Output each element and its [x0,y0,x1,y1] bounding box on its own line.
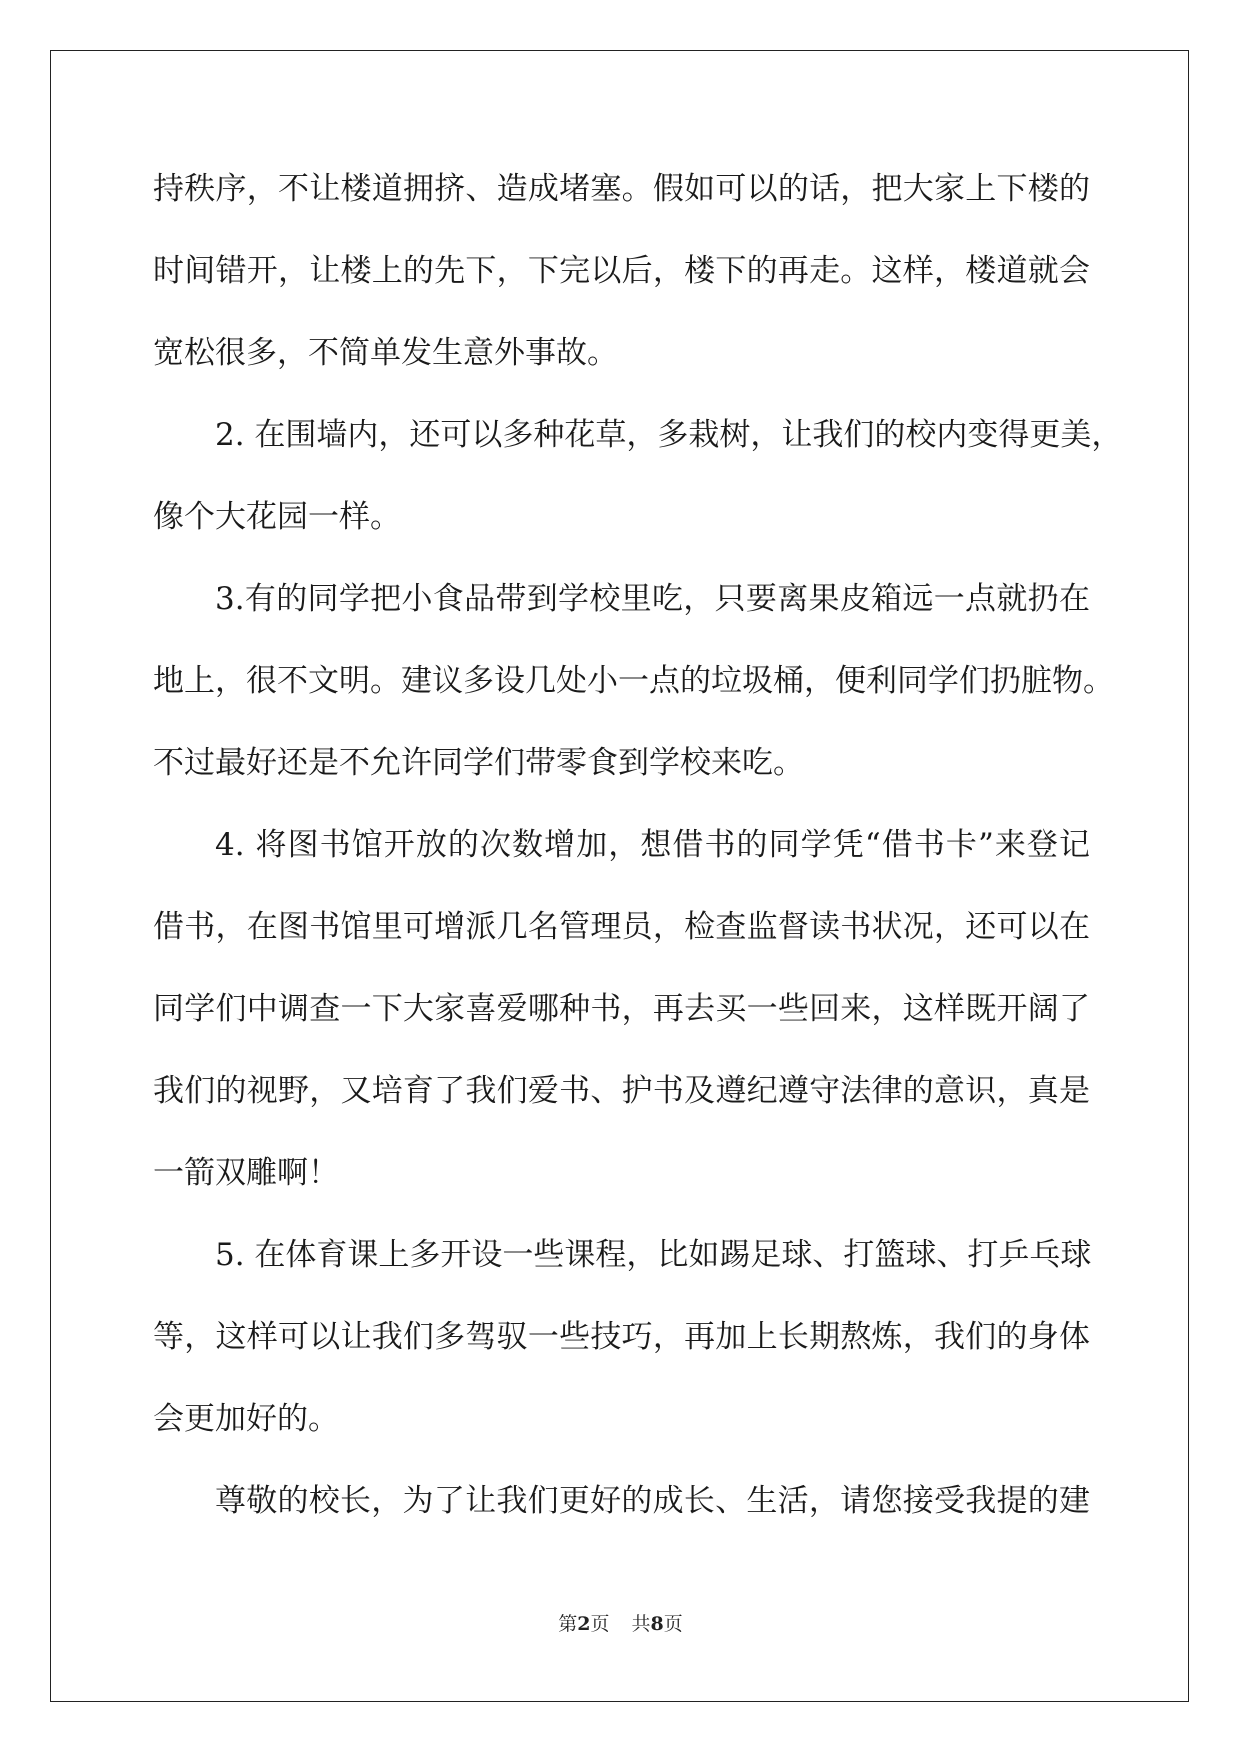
text-line: 4. 将图书馆开放的次数增加，想借书的同学凭“借书卡”来登记 [215,827,1090,863]
text-line: 时间错开，让楼上的先下，下完以后，楼下的再走。这样，楼道就会 [153,253,1090,289]
page-footer [0,1609,1241,1636]
text-line: 一箭双雕啊！ [153,1155,339,1191]
total-prefix: 共 [631,1613,651,1635]
text-line: 像个大花园一样。 [153,499,401,535]
text-line: 借书，在图书馆里可增派几名管理员，检查监督读书状况，还可以在 [153,909,1090,945]
text-line: 我们的视野，又培育了我们爱书、护书及遵纪遵守法律的意识，真是 [153,1073,1090,1109]
text-line: 会更加好的。 [153,1401,339,1437]
page-prefix: 第 [558,1613,578,1635]
page-current: 2 [577,1613,591,1635]
text-line: 2. 在围墙内，还可以多种花草，多栽树，让我们的校内变得更美， [215,417,1123,453]
text-line: 不过最好还是不允许同学们带零食到学校来吃。 [153,745,804,781]
text-line: 宽松很多，不简单发生意外事故。 [153,335,618,371]
page-suffix: 页 [590,1613,610,1635]
text-line: 持秩序，不让楼道拥挤、造成堵塞。假如可以的话，把大家上下楼的 [153,171,1090,207]
text-line: 3.有的同学把小食品带到学校里吃，只要离果皮箱远一点就扔在 [215,581,1090,617]
total-suffix: 页 [663,1613,683,1635]
text-line: 等，这样可以让我们多驾驭一些技巧，再加上长期熬炼，我们的身体 [153,1319,1090,1355]
text-line: 同学们中调查一下大家喜爱哪种书，再去买一些回来，这样既开阔了 [153,991,1090,1027]
text-line: 尊敬的校长，为了让我们更好的成长、生活，请您接受我提的建 [215,1483,1090,1519]
page-total: 8 [650,1613,664,1635]
body-text [153,148,1123,1542]
text-line: 5. 在体育课上多开设一些课程，比如踢足球、打篮球、打乒乓球 [215,1237,1092,1273]
text-line: 地上，很不文明。建议多设几处小一点的垃圾桶，便利同学们扔脏物。 [153,663,1114,699]
